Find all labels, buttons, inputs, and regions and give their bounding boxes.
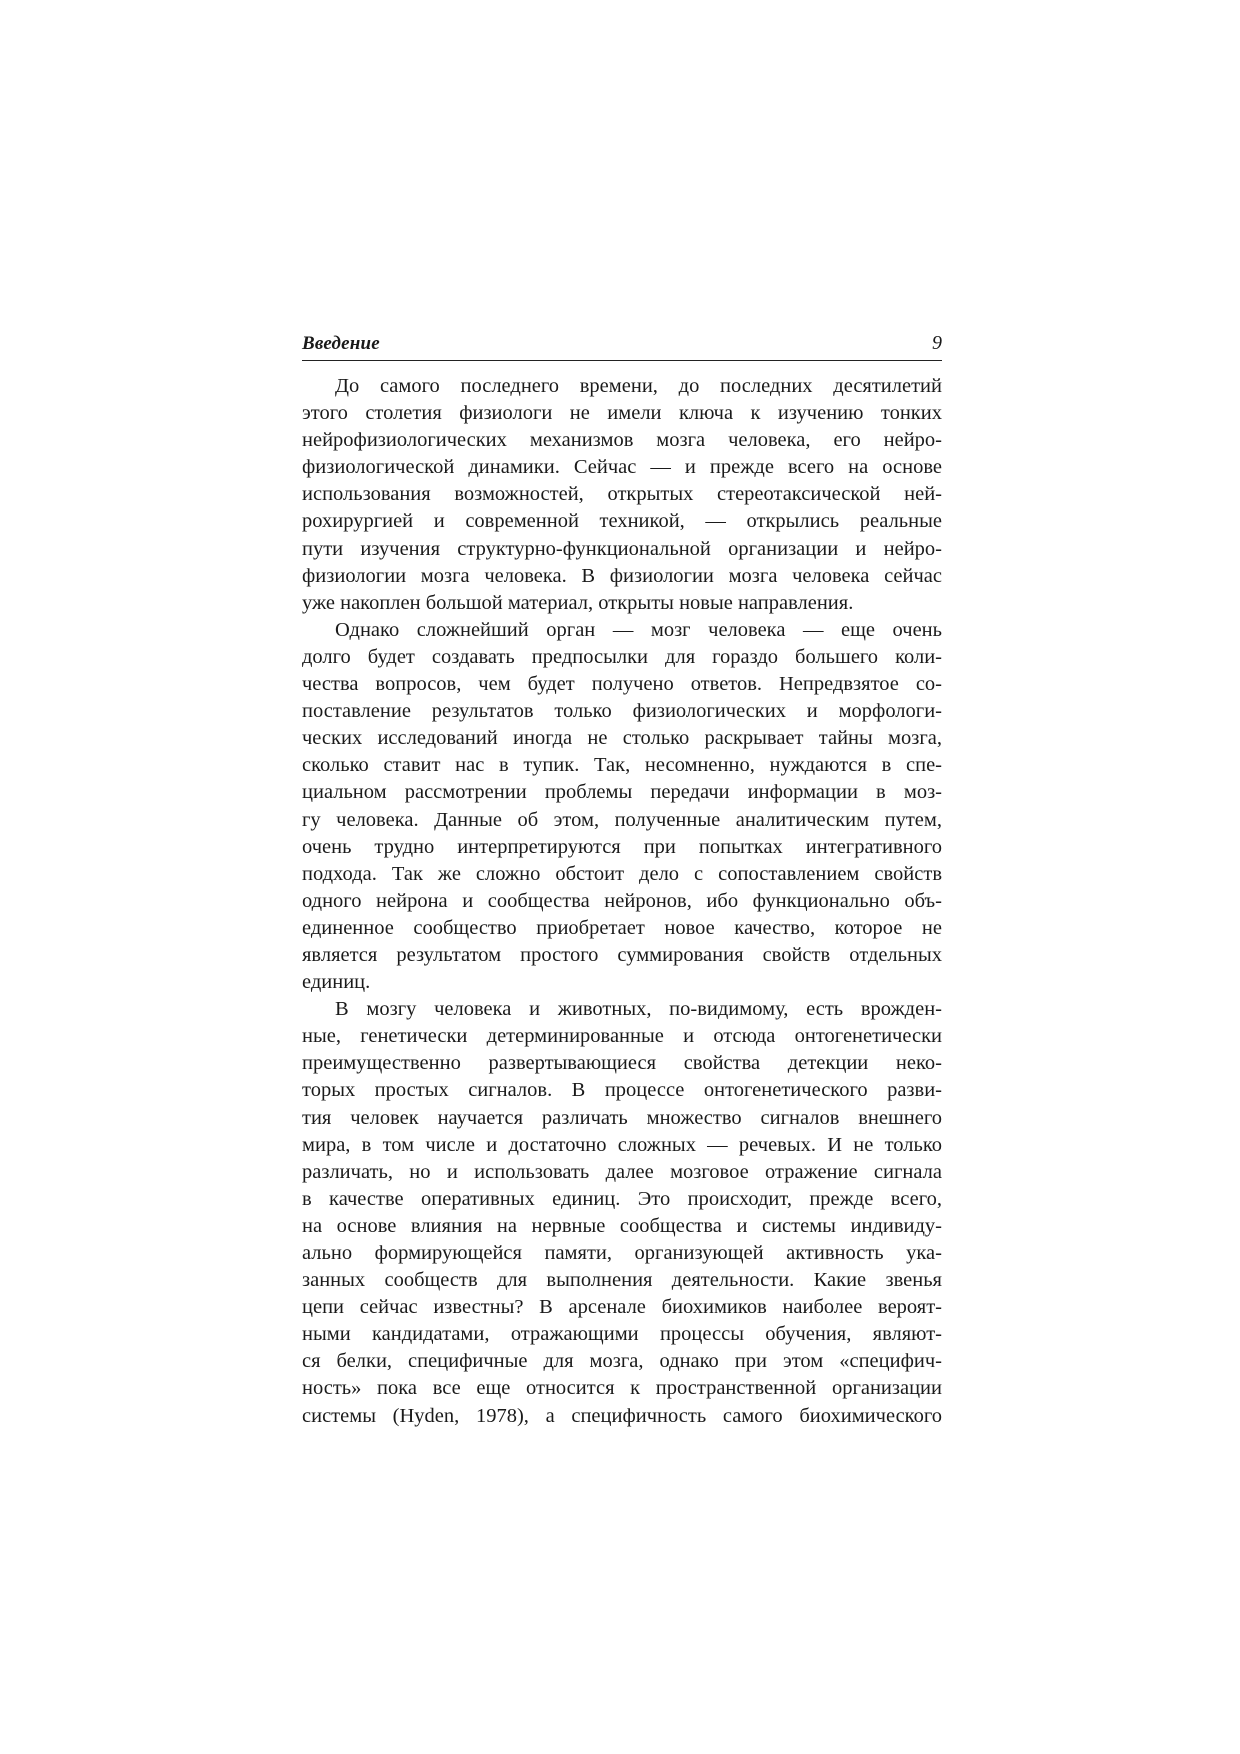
text-line: занных сообществ для выполнения деятельности. Какие звенья	[302, 1269, 942, 1292]
paragraph-1	[302, 373, 942, 617]
text-line: системы (Hyden, 1978), а специфичность самого биохимического	[302, 1404, 942, 1427]
text-line: является результатом простого суммирования свойств отдельных	[302, 943, 942, 966]
text-line: подхода. Так же сложно обстоит дело с сопоставлением свойств	[302, 862, 942, 885]
text-line: гу человека. Данные об этом, полученные аналитическим путем,	[302, 808, 942, 831]
text-line: единиц.	[302, 971, 371, 994]
text-line: рохирургией и современной техникой, — открылись реальные	[302, 510, 942, 533]
text-line: одного нейрона и сообщества нейронов, ибо функционально объ-	[302, 889, 942, 912]
text-line: поставление результатов только физиологических и морфологи-	[302, 700, 942, 723]
text-line: ческих исследований иногда не столько раскрывает тайны мозга,	[302, 727, 942, 750]
text-line: Однако сложнейший орган — мозг человека — еще очень	[335, 618, 942, 641]
text-line: ность» пока все еще относится к пространственной организации	[302, 1377, 942, 1400]
text-line: преимущественно развертывающиеся свойства детекции неко-	[302, 1052, 942, 1075]
text-line: различать, но и использовать далее мозговое отражение сигнала	[302, 1160, 942, 1183]
text-line: на основе влияния на нервные сообщества и системы индивиду-	[302, 1214, 942, 1237]
text-line: торых простых сигналов. В процессе онтогенетического разви-	[302, 1079, 942, 1102]
text-line: ально формирующейся памяти, организующей активность ука-	[302, 1242, 942, 1264]
paragraph-2	[302, 617, 942, 996]
paragraph-3	[302, 996, 942, 1430]
text-line: в качестве оперативных единиц. Это происходит, прежде всего,	[302, 1187, 942, 1210]
running-header	[302, 332, 942, 361]
text-line: уже накоплен большой материал, открыты новые направления.	[302, 591, 854, 614]
text-line: единенное сообщество приобретает новое качество, которое не	[302, 916, 942, 939]
text-line: До самого последнего времени, до последних десятилетий	[335, 375, 942, 397]
text-line: нейрофизиологических механизмов мозга человека, его нейро-	[302, 429, 942, 452]
text-line: использования возможностей, открытых стереотаксической ней-	[302, 483, 942, 506]
text-line: пути изучения структурно-функциональной организации и нейро-	[302, 537, 942, 560]
text-line: ные, генетически детерминированные и отсюда онтогенетически	[302, 1025, 942, 1048]
text-line: физиологии мозга человека. В физиологии мозга человека сейчас	[302, 564, 942, 587]
text-line: очень трудно интерпретируются при попытках интегративного	[302, 835, 942, 858]
text-line: цепи сейчас известны? В арсенале биохимиков наиболее вероят-	[302, 1296, 942, 1319]
section-title: Введение	[302, 333, 380, 354]
text-line: чества вопросов, чем будет получено ответов. Непредвзятое со-	[302, 673, 942, 696]
text-line: сколько ставит нас в тупик. Так, несомненно, нуждаются в спе-	[302, 754, 942, 777]
body-text	[302, 373, 942, 1430]
book-page	[302, 332, 942, 1430]
text-line: циальном рассмотрении проблемы передачи информации в моз-	[302, 781, 942, 804]
text-line: ся белки, специфичные для мозга, однако при этом «специфич-	[302, 1350, 942, 1373]
text-line: тия человек научается различать множество сигналов внешнего	[302, 1106, 942, 1129]
page-number: 9	[932, 332, 942, 354]
text-line: долго будет создавать предпосылки для гораздо большего коли-	[302, 645, 942, 668]
text-line: этого столетия физиологи не имели ключа к изучению тонких	[302, 402, 942, 425]
text-line: физиологической динамики. Сейчас — и прежде всего на основе	[302, 456, 942, 479]
text-line: ными кандидатами, отражающими процессы обучения, являют-	[302, 1323, 942, 1346]
text-line: В мозгу человека и животных, по-видимому, есть врожден-	[335, 998, 942, 1021]
text-line: мира, в том числе и достаточно сложных — речевых. И не только	[302, 1133, 942, 1156]
